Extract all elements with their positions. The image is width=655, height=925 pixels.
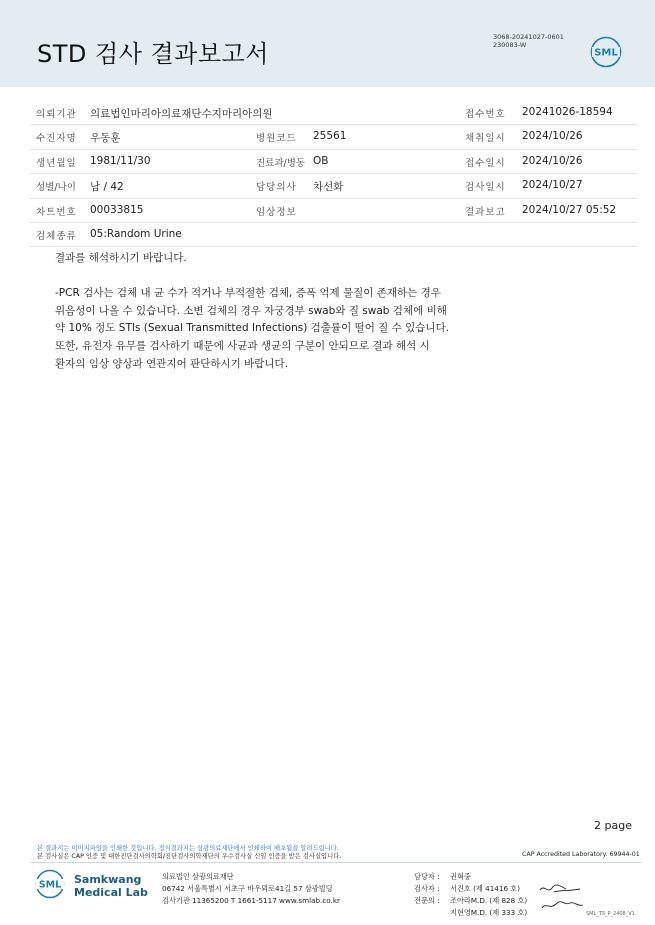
info-label: 검사일시: [465, 182, 506, 194]
info-row: [30, 150, 637, 174]
comment-line: 환자의 임상 양상과 연관지어 판단하시기 바랍니다.: [55, 357, 289, 370]
document-id: SML_TS_P_2408_V1: [586, 911, 635, 917]
print-notice: 본 결과지는 이미지파일을 인쇄한 것입니다. 정식결과지는 삼광의료재단에서 인쇄하여 배포됨을 알려드립니다.: [37, 845, 339, 852]
brand-line: Medical Lab: [74, 886, 148, 899]
info-label: 성별/나이: [36, 182, 76, 194]
patient-info-table: [30, 101, 637, 247]
info-label: 병원코드: [256, 133, 297, 145]
result-comment: [55, 250, 515, 373]
staff-row: [414, 895, 527, 907]
info-value: 1981/11/30: [90, 154, 151, 167]
address-line: 검사기관 11365200 T 1661-5117 www.smlab.co.kr: [162, 896, 340, 905]
info-label: 진료과/병동: [256, 157, 306, 169]
signature-icon: [536, 880, 586, 914]
staff-role: 검사자 :: [414, 884, 440, 893]
footer-address: [162, 871, 340, 907]
svg-text:SML: SML: [38, 879, 62, 891]
brand-line: Samkwang: [74, 873, 142, 886]
report-code-line1: 3068-20241027-0601: [493, 33, 564, 41]
info-value: 2024/10/27: [522, 179, 583, 192]
svg-text:SML: SML: [594, 47, 618, 59]
info-label: 결과보고: [465, 206, 506, 218]
staff-name: 서진호 (제 41416 호): [450, 884, 521, 893]
info-label: 임상정보: [256, 206, 297, 218]
info-value: 의료법인마리아의료재단수지마리아의원: [90, 108, 273, 120]
report-header: [0, 0, 655, 87]
accreditation-notice: 본 검사실은 CAP 인증 및 대한진단검사의학회/진단검사의학재단의 우수검사실 신임 인증을 받은 검사실입니다.: [37, 853, 342, 860]
info-label: 생년월일: [36, 157, 77, 169]
footer-brand: [74, 873, 148, 899]
footer-divider: [30, 862, 642, 863]
info-row: [30, 101, 637, 125]
info-value: 05:Random Urine: [90, 227, 182, 240]
info-value: 2024/10/26: [522, 130, 583, 143]
info-value: 남 / 42: [90, 181, 124, 194]
staff-row: [414, 883, 527, 895]
info-row: [30, 199, 637, 223]
comment-line: 또한, 유전자 유무를 검사하기 때문에 사균과 생균의 구분이 안되므로 결과 해석 시: [55, 339, 430, 352]
address-line: 06742 서울특별시 서초구 바우뫼로41길 57 삼광빌딩: [162, 884, 333, 893]
info-value: 차선화: [313, 181, 344, 194]
staff-name: 권혁중: [450, 872, 471, 881]
info-value: 00033815: [90, 203, 144, 216]
info-value: 25561: [313, 130, 347, 143]
info-value: 2024/10/27 05:52: [522, 203, 617, 216]
info-label: 수진자명: [36, 133, 77, 145]
address-line: 의료법인 삼광의료재단: [162, 872, 234, 881]
report-code-line2: 230083-W: [493, 41, 527, 49]
staff-row: [414, 871, 527, 883]
report-code: [493, 33, 564, 49]
info-value: OB: [313, 154, 329, 167]
staff-name: 조아라M.D. (제 828 호): [450, 896, 528, 905]
cap-accreditation: CAP Accredited Laboratory. 69944-01: [522, 851, 640, 858]
info-label: 접수일시: [465, 157, 506, 169]
report-title: STD 검사 결과보고서: [37, 40, 269, 68]
info-row: [30, 125, 637, 149]
info-label: 검체종류: [36, 230, 77, 242]
comment-line: -PCR 검사는 검체 내 균 수가 적거나 부적절한 검체, 증폭 억제 물질이 존재하는 경우: [55, 287, 441, 300]
info-row: [30, 174, 637, 198]
staff-role: 전문의 :: [414, 896, 440, 905]
info-label: 채취일시: [465, 133, 506, 145]
staff-role: 담당자 :: [414, 872, 440, 881]
sml-footer-logo-icon: [35, 869, 65, 899]
info-value: 2024/10/26: [522, 154, 583, 167]
comment-line: 결과를 해석하시기 바랍니다.: [55, 252, 187, 264]
page-number: 2 page: [594, 819, 632, 832]
staff-row: [414, 907, 527, 919]
footer-staff: [414, 871, 527, 919]
info-value: 우동훈: [90, 132, 121, 145]
comment-line: 위음성이 나올 수 있습니다. 소변 검체의 경우 자궁경부 swab와 질 swab 검체에 비해: [55, 304, 447, 317]
info-label: 담당의사: [256, 182, 297, 194]
info-label: 차트번호: [36, 206, 77, 218]
sml-logo-icon: [590, 36, 622, 68]
info-row: [30, 223, 637, 247]
info-label: 접수번호: [465, 109, 506, 120]
info-label: 의뢰기관: [36, 109, 77, 120]
info-value: 20241026-18594: [522, 106, 613, 118]
comment-line: 약 10% 정도 STIs (Sexual Transmitted Infections) 검출률이 떨어 질 수 있습니다.: [55, 322, 450, 335]
staff-name: 지현영M.D. (제 333 호): [450, 908, 528, 917]
